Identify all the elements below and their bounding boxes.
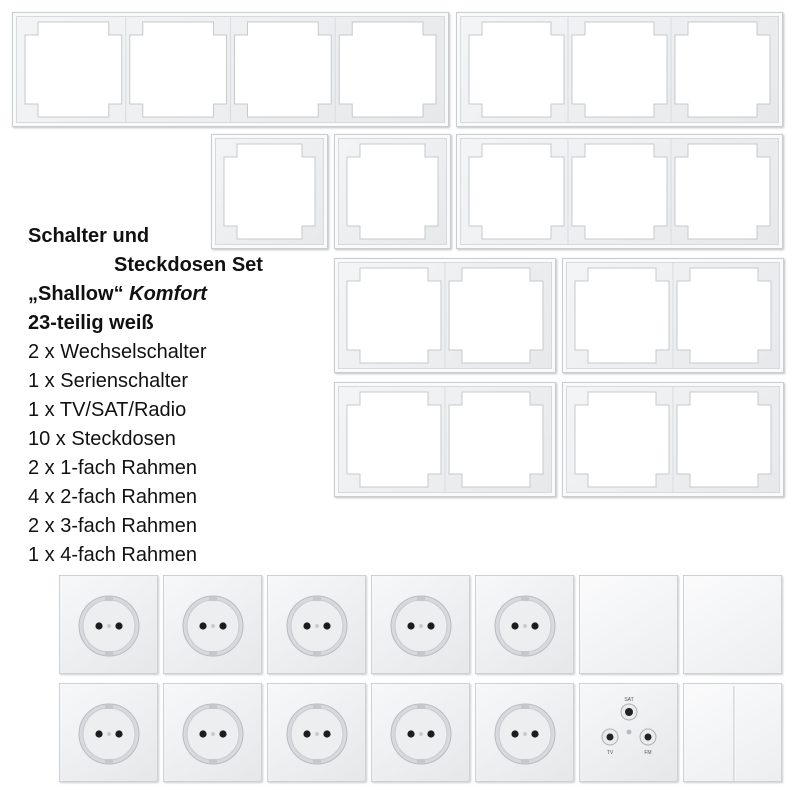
title-line-2: Steckdosen Set: [114, 254, 263, 276]
socket-face: [268, 576, 367, 675]
item-line: 2 x 3-fach Rahmen: [28, 515, 197, 537]
frame-opening: [675, 144, 770, 239]
sat-label: SAT: [624, 697, 634, 703]
frame-opening: [449, 268, 543, 363]
series-variant: Komfort: [129, 283, 207, 305]
socket-outlet: [267, 575, 366, 674]
item-line: 1 x Serienschalter: [28, 370, 189, 392]
frame-openings: [457, 13, 782, 126]
tv-sat-radio-outlet: [579, 683, 678, 782]
frame-opening: [347, 268, 441, 363]
item-line: 4 x 2-fach Rahmen: [28, 486, 197, 508]
socket-face: [476, 684, 575, 783]
item-line: 1 x 4-fach Rahmen: [28, 544, 197, 566]
frame-opening: [572, 144, 667, 239]
wechselschalter-rocker: [683, 575, 782, 674]
frame-openings: [457, 135, 782, 248]
frame-opening: [339, 22, 436, 117]
frame-opening: [675, 22, 770, 117]
series-quoted: „Shallow“: [28, 283, 124, 305]
frame-2-fach-2: [562, 258, 784, 373]
serienschalter-rocker: [683, 683, 782, 782]
socket-face: [372, 684, 471, 783]
socket-face: [476, 576, 575, 675]
frame-3-fach-middle: [456, 134, 783, 249]
frame-opening: [347, 144, 438, 239]
count-color: 23-teilig weiß: [28, 312, 154, 334]
item-line: 2 x Wechselschalter: [28, 341, 207, 363]
frame-opening: [575, 268, 669, 363]
wechselschalter-rocker: [579, 575, 678, 674]
frame-opening: [677, 392, 771, 487]
frame-opening: [677, 268, 771, 363]
socket-face: [164, 576, 263, 675]
frame-3-fach-top: [456, 12, 783, 127]
frame-opening: [575, 392, 669, 487]
socket-outlet: [371, 575, 470, 674]
socket-outlet: [163, 683, 262, 782]
item-line: 2 x 1-fach Rahmen: [28, 457, 197, 479]
tv-label: TV: [606, 750, 614, 756]
frame-opening: [347, 392, 441, 487]
item-line: 1 x TV/SAT/Radio: [28, 399, 187, 421]
frame-opening: [130, 22, 227, 117]
socket-outlet: [371, 683, 470, 782]
socket-outlet: [475, 575, 574, 674]
frame-1-fach-right: [334, 134, 451, 249]
frame-opening: [469, 22, 564, 117]
socket-face: [164, 684, 263, 783]
frame-openings: [563, 383, 783, 496]
frame-2-fach-4: [562, 382, 784, 497]
frame-opening: [235, 22, 332, 117]
frame-4-fach: [12, 12, 449, 127]
socket-face: [372, 576, 471, 675]
socket-face: [268, 684, 367, 783]
frame-2-fach-3: [334, 382, 556, 497]
frame-openings: [335, 259, 555, 372]
frame-opening: [469, 144, 564, 239]
socket-outlet: [59, 683, 158, 782]
socket-outlet: [267, 683, 366, 782]
socket-outlet: [475, 683, 574, 782]
frame-openings: [13, 13, 448, 126]
socket-face: [60, 576, 159, 675]
series-name: [28, 280, 328, 309]
socket-face: [60, 684, 159, 783]
frame-opening: [449, 392, 543, 487]
fm-label: FM: [644, 750, 652, 756]
socket-outlet: [163, 575, 262, 674]
frame-openings: [335, 135, 450, 248]
frame-openings: [563, 259, 783, 372]
item-line: 10 x Steckdosen: [28, 428, 176, 450]
frame-opening: [25, 22, 122, 117]
frame-openings: [335, 383, 555, 496]
product-description: [28, 222, 328, 570]
frame-2-fach-1: [334, 258, 556, 373]
frame-opening: [572, 22, 667, 117]
title-line-1: Schalter und: [28, 225, 150, 247]
socket-outlet: [59, 575, 158, 674]
